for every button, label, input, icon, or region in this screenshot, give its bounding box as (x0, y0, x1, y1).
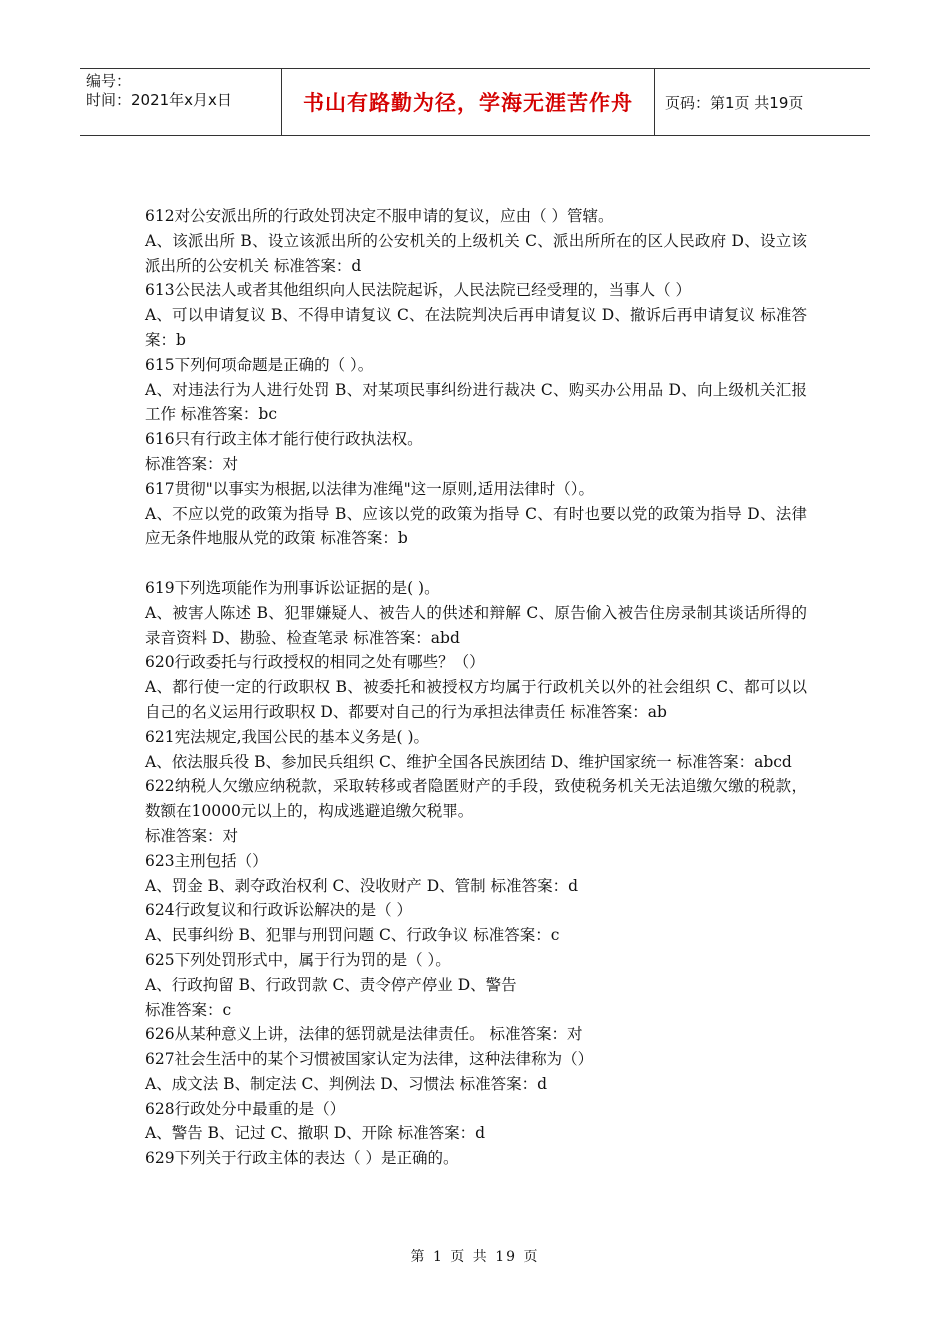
body-line: A、不应以党的政策为指导 B、应该以党的政策为指导 C、有时也要以党的政策为指导 D、法律应无条件地服从党的政策 标准答案：b (145, 504, 807, 548)
body-line: 616只有行政主体才能行使行政执法权。 (145, 430, 423, 449)
body-line: 619下列选项能作为刑事诉讼证据的是( )。 (145, 578, 440, 597)
body-line: A、可以申请复议 B、不得申请复议 C、在法院判决后再申请复议 D、撤诉后再申请复议 标准答案：b (145, 306, 807, 349)
body-line: 627社会生活中的某个习惯被国家认定为法律，这种法律称为（） (145, 1050, 594, 1069)
body-line: 617贯彻"以事实为根据,以法律为准绳"这一原则,适用法律时（）。 (145, 479, 594, 498)
body-line: A、行政拘留 B、行政罚款 C、责令停产停业 D、警告 (145, 975, 517, 994)
body-line: 620行政委托与行政授权的相同之处有哪些？（） (145, 653, 485, 672)
number-label: 编号： (86, 72, 132, 90)
body-line: A、成文法 B、制定法 C、判例法 D、习惯法 标准答案：d (145, 1074, 548, 1093)
body-line: 标准答案：c (145, 1000, 232, 1019)
body-line: 612对公安派出所的行政处罚决定不服申请的复议，应由（ ）管辖。 (145, 207, 614, 225)
time-label: 时间：2021年x月x日 (86, 91, 232, 109)
page-header (80, 68, 870, 136)
header-meta (80, 69, 282, 135)
body-line: 613公民法人或者其他组织向人民法院起诉，人民法院已经受理的，当事人（ ） (145, 281, 692, 300)
body-line: 615下列何项命题是正确的（ ）。 (145, 355, 374, 374)
header-page-info: 页码：第1页 共19页 (665, 93, 804, 112)
body-line: 628行政处分中最重的是（） (145, 1099, 346, 1118)
body-line: 623主刑包括（） (145, 851, 268, 870)
body-line: A、该派出所 B、设立该派出所的公安机关的上级机关 C、派出所所在的区人民政府 D、设立该派出所的公安机关 标准答案：d (145, 231, 807, 275)
header-motto: 书山有路勤为径，学海无涯苦作舟 (282, 69, 655, 135)
blank-line (145, 551, 807, 576)
body-line: 624行政复议和行政诉讼解决的是（ ） (145, 901, 413, 920)
body-line: 629下列关于行政主体的表达（ ）是正确的。 (145, 1149, 459, 1168)
body-line: A、依法服兵役 B、参加民兵组织 C、维护全国各民族团结 D、维护国家统一 标准答案：abcd (145, 752, 792, 771)
body-line: A、罚金 B、剥夺政治权利 C、没收财产 D、管制 标准答案：d (145, 876, 579, 895)
body-line: A、民事纠纷 B、犯罪与刑罚问题 C、行政争议 标准答案：c (145, 926, 560, 945)
body-line: A、被害人陈述 B、犯罪嫌疑人、被告人的供述和辩解 C、原告偷入被告住房录制其谈话所得的录音资料 D、勘验、检查笔录 标准答案：abd (145, 603, 807, 647)
body-line: 621宪法规定,我国公民的基本义务是( )。 (145, 727, 430, 746)
body-line: 625下列处罚形式中，属于行为罚的是（ ）。 (145, 950, 451, 969)
body-line: A、都行使一定的行政职权 B、被委托和被授权方均属于行政机关以外的社会组织 C、都可以以自己的名义运用行政职权 D、都要对自己的行为承担法律责任 标准答案：ab (145, 678, 807, 721)
question-list (145, 204, 807, 1171)
body-line: A、对违法行为人进行处罚 B、对某项民事纠纷进行裁决 C、购买办公用品 D、向上级机关汇报工作 标准答案：bc (145, 380, 807, 424)
body-line: 标准答案：对 (145, 454, 239, 473)
body-line: A、警告 B、记过 C、撤职 D、开除 标准答案：d (145, 1124, 486, 1143)
body-line: 标准答案：对 (145, 826, 239, 845)
body-line: 626从某种意义上讲，法律的惩罚就是法律责任。 标准答案：对 (145, 1025, 583, 1044)
body-line: 622纳税人欠缴应纳税款，采取转移或者隐匿财产的手段，致使税务机关无法追缴欠缴的税款，数额在10000元以上的，构成逃避追缴欠税罪。 (145, 777, 807, 821)
page-footer: 第 1 页 共 19 页 (410, 1249, 540, 1265)
